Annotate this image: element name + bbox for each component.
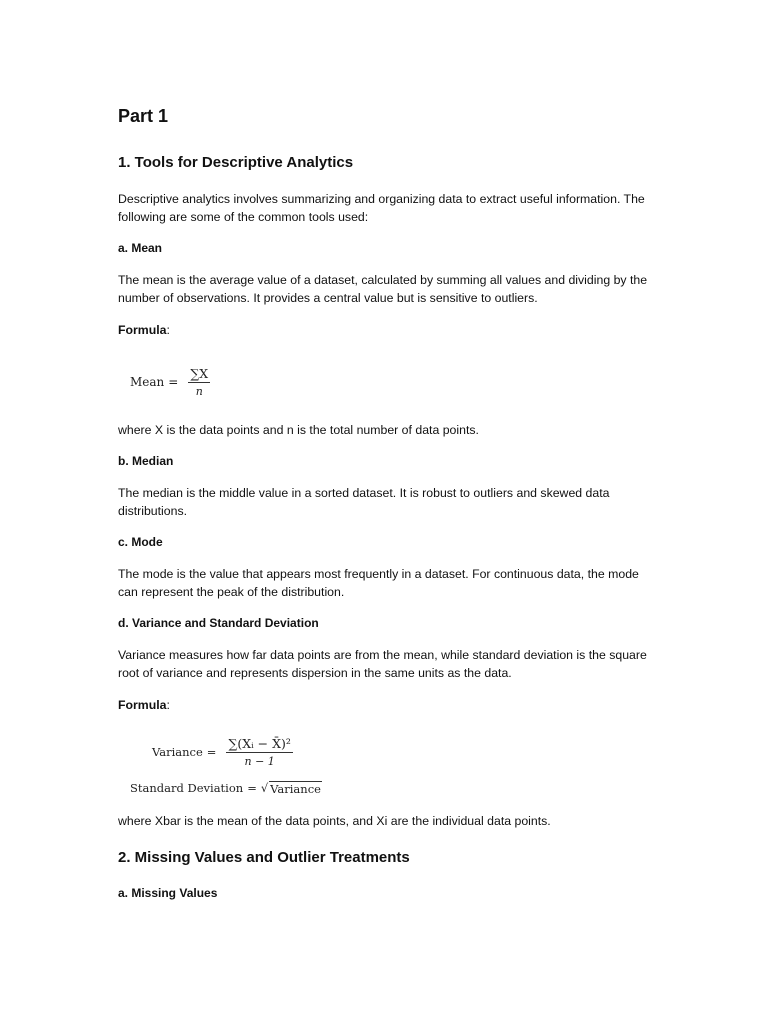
std-dev-radicand: Variance (270, 781, 321, 796)
part-title: Part 1 (118, 106, 169, 126)
std-dev-formula-equals: = (247, 781, 257, 795)
variance-text: Variance measures how far data points are from the mean, while standard deviation is the square root of variance and represents dispersion in the same units as the data. (118, 648, 647, 680)
section-1-intro: Descriptive analytics involves summarizing and organizing data to extract useful information. The following are some of the common tools used: (118, 192, 645, 224)
mean-formula-fraction (188, 366, 210, 398)
section-2-title: 2. Missing Values and Outlier Treatments (118, 849, 410, 866)
sqrt-symbol: √ (260, 781, 269, 795)
variance-formula-row (152, 730, 648, 774)
variance-formula-denominator: n − 1 (244, 755, 275, 768)
mean-formula-lhs: Mean (130, 375, 165, 389)
variance-formula (130, 730, 648, 798)
mean-formula-numerator: ∑X (190, 366, 209, 381)
mean-text: The mean is the average value of a dataset, calculated by summing all values and dividing by the number of observations. It provides a central value but is sensitive to outliers. (118, 273, 648, 305)
mode-heading: c. Mode (118, 535, 163, 549)
variance-formula-equals: = (206, 745, 217, 759)
formula-label-colon: : (166, 698, 170, 712)
variance-formula-numerator: ∑(Xᵢ − X̄)² (228, 736, 291, 751)
median-text: The median is the middle value in a sorted dataset. It is robust to outliers and skewed data distributions. (118, 486, 610, 518)
formula-label-colon: : (166, 323, 170, 337)
variance-heading: d. Variance and Standard Deviation (118, 616, 319, 630)
mean-note: where X is the data points and n is the total number of data points. (118, 423, 479, 437)
mean-formula-label (118, 321, 648, 339)
variance-formula-lhs: Variance (152, 745, 203, 759)
std-dev-formula-lhs: Standard Deviation (130, 781, 244, 795)
variance-note: where Xbar is the mean of the data points, and Xi are the individual data points. (118, 814, 551, 828)
mean-formula-equals: = (168, 375, 179, 389)
missing-values-heading: a. Missing Values (118, 886, 218, 900)
section-1-title: 1. Tools for Descriptive Analytics (118, 154, 354, 171)
variance-formula-fraction (226, 736, 292, 768)
formula-label-bold: Formula (118, 323, 167, 337)
variance-formula-label (118, 696, 648, 714)
std-dev-formula-row (130, 778, 648, 798)
median-heading: b. Median (118, 454, 174, 468)
document-page (118, 104, 648, 916)
mode-text: The mode is the value that appears most frequently in a dataset. For continuous data, the mode can represent the peak of the distribution. (118, 567, 639, 599)
mean-formula (130, 355, 648, 409)
formula-label-bold: Formula (118, 698, 167, 712)
mean-heading: a. Mean (118, 241, 163, 255)
mean-formula-denominator: n (195, 385, 203, 398)
